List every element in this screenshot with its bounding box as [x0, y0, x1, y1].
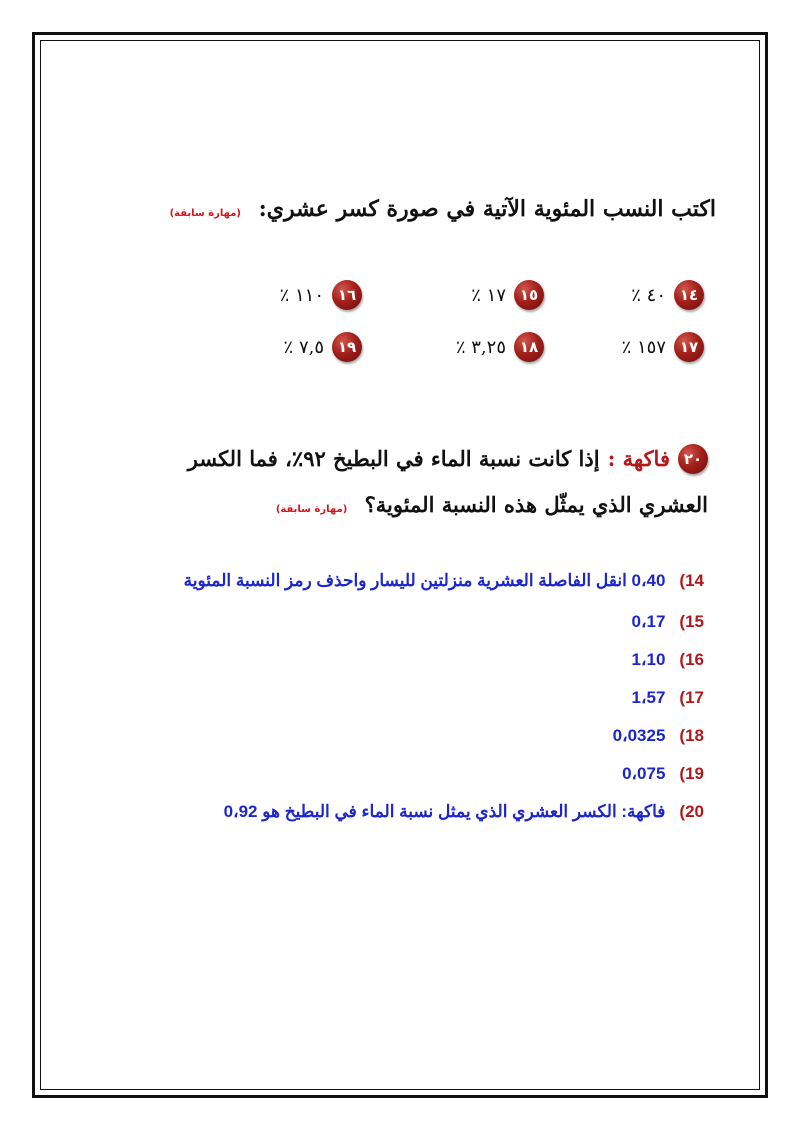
instruction-text: اكتب النسب المئوية الآتية في صورة كسر عشري: [258, 196, 716, 222]
problem-value: ٪ ٣,٢٥ [455, 336, 506, 358]
problem-17 [622, 332, 704, 362]
instruction [96, 196, 716, 222]
question-line-1: إذا كانت نسبة الماء في البطيخ ٩٢٪، فما الكسر [187, 446, 600, 471]
answer-16 [632, 650, 704, 670]
answer-20 [224, 802, 704, 822]
skill-tag: (مهارة سابقة) [169, 208, 241, 219]
problem-number-badge: ١٩ [332, 332, 362, 362]
problem-15 [471, 280, 544, 310]
answer-17 [632, 688, 704, 708]
answer-number: 14) [679, 571, 704, 590]
problem-number-badge: ١٨ [514, 332, 544, 362]
problem-14 [631, 280, 704, 310]
answer-text: 1،10 [631, 650, 666, 669]
answer-text: 1،57 [631, 688, 666, 707]
problem-number-badge: ١٦ [332, 280, 362, 310]
problem-value: ٪ ١٥٧ [621, 336, 666, 358]
answer-18 [613, 726, 704, 746]
answer-19 [622, 764, 704, 784]
problem-number-badge: ١٤ [674, 280, 704, 310]
problem-18 [456, 332, 544, 362]
answer-text: 0،075 [622, 764, 666, 783]
question-label: فاكهة : [607, 446, 670, 471]
problem-value: ٪ ١٧ [471, 284, 506, 306]
answer-text: 0،40 انقل الفاصلة العشرية منزلتين لليسار واحذف رمز النسبة المئوية [183, 571, 666, 590]
problem-number-badge: ٢٠ [678, 444, 708, 474]
answer-number: 17) [679, 688, 704, 707]
problem-16 [280, 280, 362, 310]
answer-text: فاكهة: الكسر العشري الذي يمثل نسبة الماء في البطيخ هو 0،92 [223, 802, 666, 821]
answer-15 [632, 612, 704, 632]
problem-value: ٪ ١١٠ [279, 284, 324, 306]
answer-number: 16) [679, 650, 704, 669]
question-line-2: العشري الذي يمثّل هذه النسبة المئوية؟ [364, 492, 708, 517]
answer-text: 0،17 [631, 612, 666, 631]
answer-text: 0،0325 [612, 726, 666, 745]
question-20 [148, 436, 708, 533]
problem-number-badge: ١٥ [514, 280, 544, 310]
problem-19 [284, 332, 362, 362]
skill-tag: (مهارة سابقة) [275, 504, 348, 515]
problem-value: ٪ ٧,٥ [283, 336, 324, 358]
answer-number: 20) [679, 802, 704, 821]
answer-14 [184, 571, 704, 591]
problem-number-badge: ١٧ [674, 332, 704, 362]
answer-number: 18) [679, 726, 704, 745]
answer-number: 19) [679, 764, 704, 783]
answer-number: 15) [679, 612, 704, 631]
problem-value: ٪ ٤٠ [631, 284, 666, 306]
